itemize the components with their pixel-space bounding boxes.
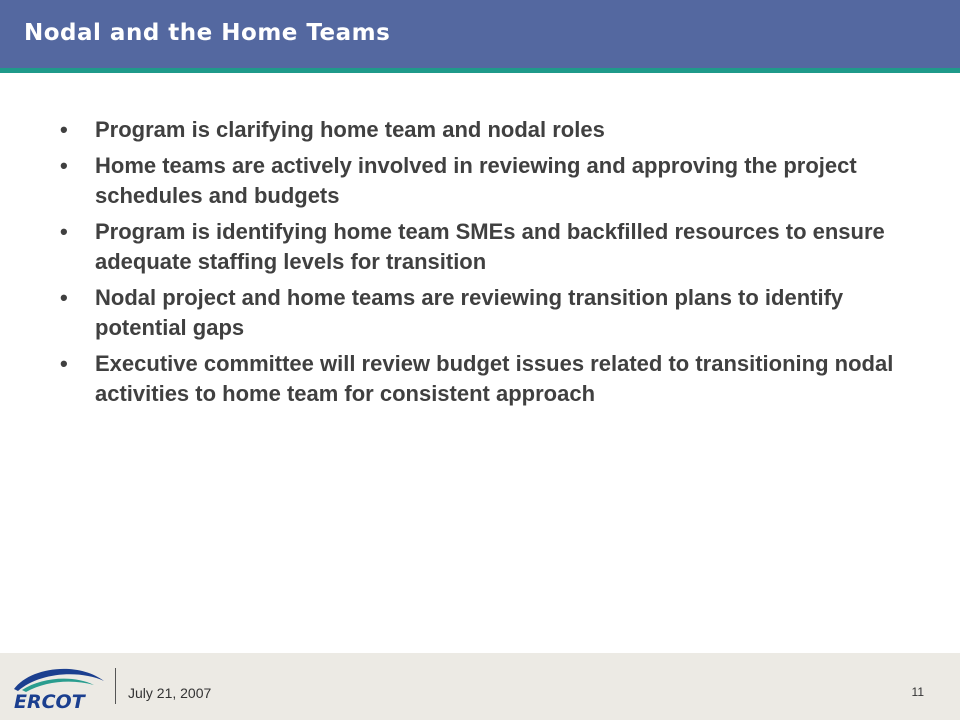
- bullet-item: [60, 151, 920, 211]
- ercot-logo: [8, 663, 110, 713]
- bullet-text: Program is clarifying home team and nodal roles: [95, 117, 605, 142]
- footer-divider: [115, 668, 116, 704]
- bullet-list: [60, 115, 920, 415]
- logo-wordmark: ERCOT: [14, 691, 85, 713]
- bullet-item: [60, 115, 920, 145]
- bullet-item: [60, 349, 920, 409]
- page-number: 11: [911, 685, 924, 699]
- bullet-item: [60, 217, 920, 277]
- bullet-text: Program is identifying home team SMEs and backfilled resources to ensure adequate staffing levels for transition: [95, 219, 885, 274]
- title-accent-stripe: [0, 68, 960, 73]
- slide-title: Nodal and the Home Teams: [24, 20, 391, 46]
- bullet-marker: •: [60, 117, 68, 142]
- footer-date: July 21, 2007: [128, 685, 212, 701]
- bullet-marker: •: [60, 285, 68, 310]
- bullet-text: Nodal project and home teams are reviewing transition plans to identify potential gaps: [95, 285, 844, 340]
- bullet-marker: •: [60, 153, 68, 178]
- bullet-text: Home teams are actively involved in reviewing and approving the project schedules and budgets: [95, 153, 857, 208]
- bullet-marker: •: [60, 351, 68, 376]
- bullet-marker: •: [60, 219, 68, 244]
- bullet-item: [60, 283, 920, 343]
- bullet-text: Executive committee will review budget issues related to transitioning nodal activities to home team for consistent approach: [95, 351, 894, 406]
